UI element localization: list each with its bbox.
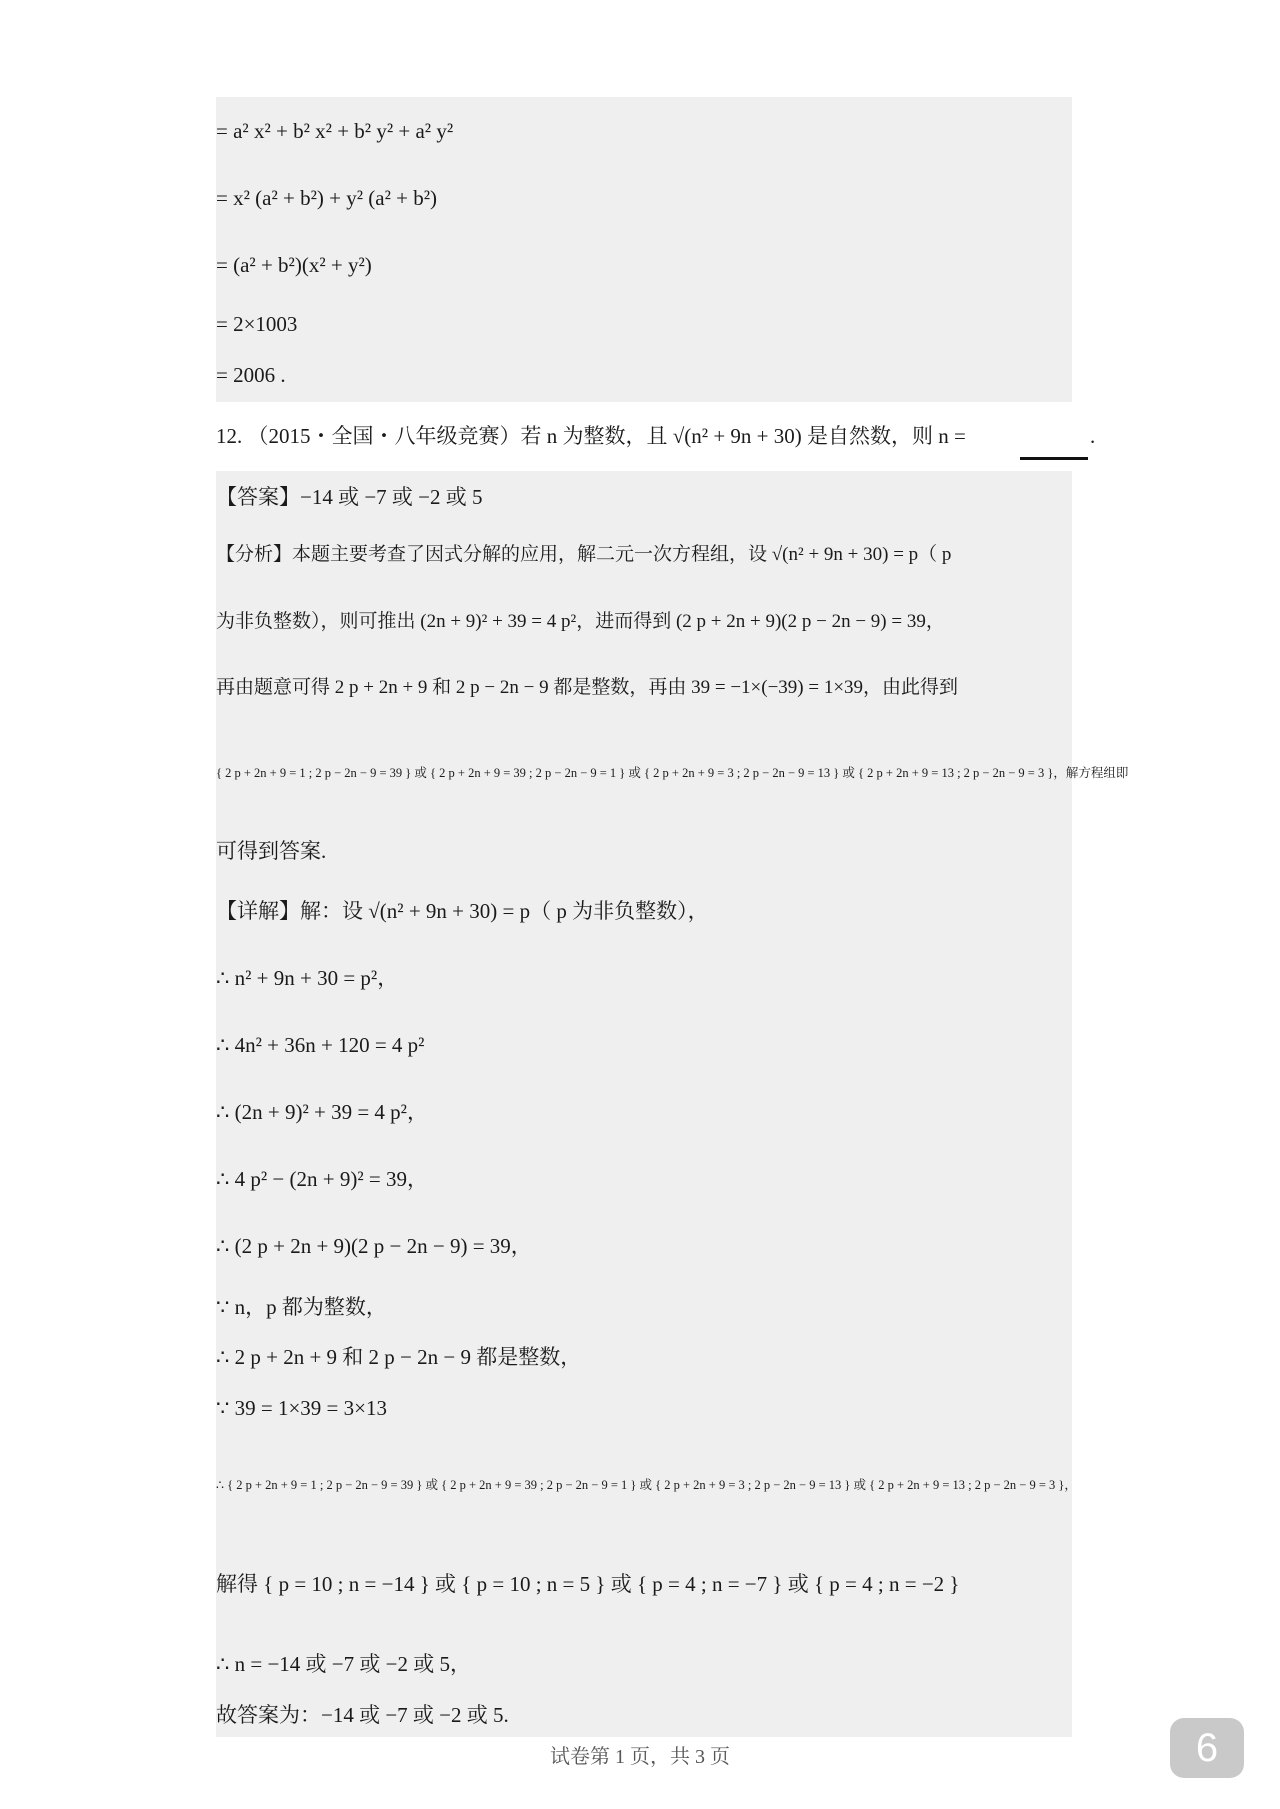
solution-line: ∴ 4n² + 36n + 120 = 4 p² <box>216 1033 425 1057</box>
derivation-line: = x² (a² + b²) + y² (a² + b²) <box>216 186 438 210</box>
answer-blank <box>1020 457 1088 460</box>
analysis-line: 可得到答案. <box>216 839 327 863</box>
solution-line: ∴ 4 p² − (2n + 9)² = 39， <box>216 1167 428 1191</box>
derivation-line: = a² x² + b² x² + b² y² + a² y² <box>216 119 454 143</box>
solution-line: ∴ 2 p + 2n + 9 和 2 p − 2n − 9 都是整数， <box>216 1345 582 1369</box>
solution-results: 解得 { p = 10 ; n = −14 } 或 { p = 10 ; n = 5 } 或 { p = 4 ; n = −7 } 或 { p = 4 ; n = −2 } <box>216 1572 960 1596</box>
analysis-equation-systems: { 2 p + 2n + 9 = 1 ; 2 p − 2n − 9 = 39 } 或 { 2 p + 2n + 9 = 39 ; 2 p − 2n − 9 = 1 } 或 { 2 p + 2n + 9 = 3 ; 2 p − 2n − 9 = 13 } 或 { 2 p + 2n + 9 = 13 ; 2 p − 2n − 9 = 3 }，解方程组即 <box>216 766 1129 780</box>
solution-line: ∵ 39 = 1×39 = 3×13 <box>216 1396 387 1420</box>
analysis-line: 再由题意可得 2 p + 2n + 9 和 2 p − 2n − 9 都是整数，再由 39 = −1×(−39) = 1×39，由此得到 <box>216 677 959 698</box>
derivation-line: = 2006 . <box>216 363 286 387</box>
analysis-line: 【分析】本题主要考查了因式分解的应用，解二元一次方程组，设 √(n² + 9n + 30) = p（ p <box>216 544 952 565</box>
page-footer: 试卷第 1 页，共 3 页 <box>550 1746 730 1768</box>
solution-line: ∴ n = −14 或 −7 或 −2 或 5， <box>216 1652 471 1676</box>
solution-equation-systems: ∴ { 2 p + 2n + 9 = 1 ; 2 p − 2n − 9 = 39 } 或 { 2 p + 2n + 9 = 39 ; 2 p − 2n − 9 = 1 } 或 { 2 p + 2n + 9 = 3 ; 2 p − 2n − 9 = 13 } 或 { 2 p + 2n + 9 = 13 ; 2 p − 2n − 9 = 3 }， <box>216 1478 1077 1492</box>
solution-line: ∴ (2n + 9)² + 39 = 4 p²， <box>216 1100 428 1124</box>
solution-line: ∵ n，p 都为整数， <box>216 1295 387 1319</box>
question-text: 12. （2015・全国・八年级竞赛）若 n 为整数，且 √(n² + 9n + 30) 是自然数，则 n = <box>216 424 966 448</box>
question-end-mark: . <box>1090 424 1096 448</box>
solution-line: ∴ (2 p + 2n + 9)(2 p − 2n − 9) = 39， <box>216 1234 532 1258</box>
derivation-line: = 2×1003 <box>216 312 298 336</box>
final-answer: 故答案为：−14 或 −7 或 −2 或 5. <box>216 1703 509 1727</box>
analysis-line: 为非负整数），则可推出 (2n + 9)² + 39 = 4 p²，进而得到 (2 p + 2n + 9)(2 p − 2n − 9) = 39， <box>216 611 945 632</box>
derivation-line: = (a² + b²)(x² + y²) <box>216 253 372 277</box>
page-number-badge[interactable]: 6 <box>1170 1718 1244 1778</box>
answer-line: 【答案】−14 或 −7 或 −2 或 5 <box>216 485 483 509</box>
solution-line: 【详解】解：设 √(n² + 9n + 30) = p（ p 为非负整数）， <box>216 899 709 923</box>
solution-line: ∴ n² + 9n + 30 = p²， <box>216 966 399 990</box>
